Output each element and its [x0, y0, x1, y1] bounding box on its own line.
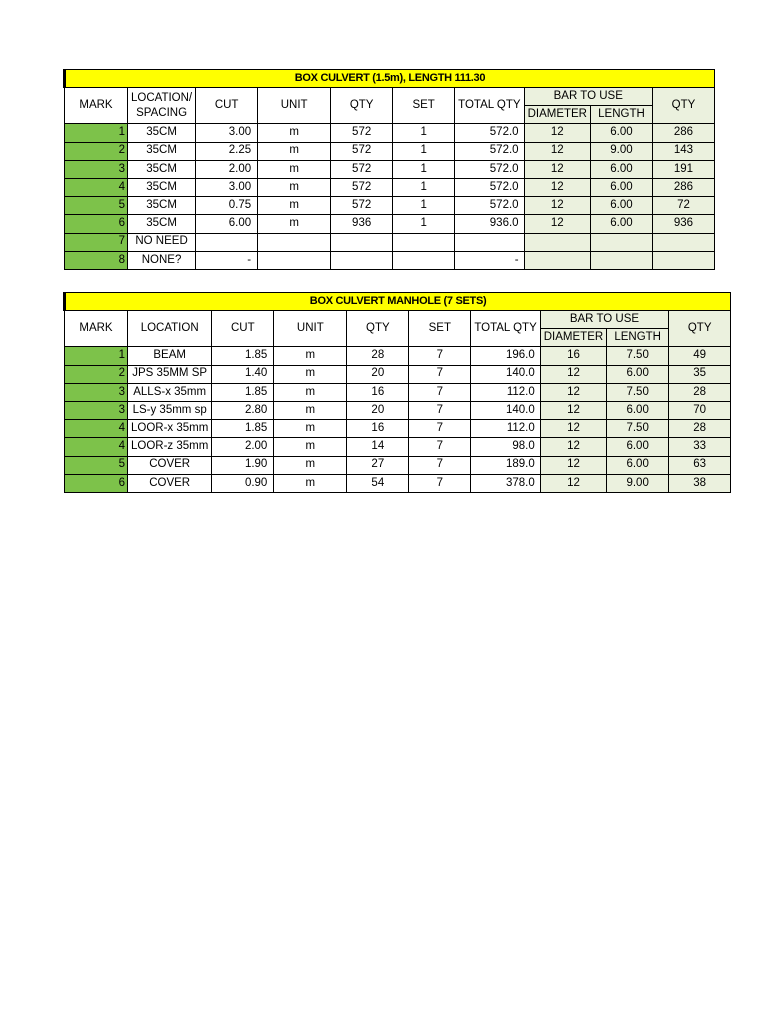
mark-cell: 2 — [65, 142, 128, 160]
qty-cell: 572 — [331, 142, 393, 160]
bar-qty-cell: 38 — [669, 474, 731, 492]
table-title: BOX CULVERT MANHOLE (7 SETS) — [65, 293, 731, 311]
unit-cell: m — [258, 178, 331, 196]
length-cell: 9.00 — [607, 474, 669, 492]
qty-header: QTY — [331, 88, 393, 124]
location-cell: 35CM — [128, 160, 196, 178]
box-culvert-manhole-table — [63, 292, 731, 493]
qty-cell: 16 — [347, 383, 409, 401]
set-header: SET — [409, 311, 471, 347]
cut-cell: 0.90 — [212, 474, 274, 492]
table-row — [65, 401, 731, 419]
set-cell: 1 — [393, 124, 455, 142]
bar-qty-cell: 143 — [652, 142, 714, 160]
total-qty-cell: 140.0 — [471, 401, 540, 419]
total-qty-cell: 112.0 — [471, 420, 540, 438]
mark-cell: 3 — [65, 160, 128, 178]
total-qty-cell: 189.0 — [471, 456, 540, 474]
set-cell: 1 — [393, 142, 455, 160]
qty-cell: 572 — [331, 124, 393, 142]
bar-qty-cell: 70 — [669, 401, 731, 419]
set-cell: 7 — [409, 401, 471, 419]
qty-cell: 572 — [331, 160, 393, 178]
cut-cell: 2.00 — [212, 438, 274, 456]
total-qty-cell: 572.0 — [455, 124, 524, 142]
location-cell: 35CM — [128, 142, 196, 160]
bar-qty-cell: 286 — [652, 178, 714, 196]
bar-qty-cell: 33 — [669, 438, 731, 456]
location-header-line1: LOCATION/ — [131, 92, 193, 105]
unit-cell: m — [274, 438, 347, 456]
bar-qty-cell — [652, 233, 714, 251]
length-header: LENGTH — [590, 106, 652, 124]
diameter-cell: 12 — [524, 197, 590, 215]
set-header: SET — [393, 88, 455, 124]
mark-header: MARK — [65, 311, 128, 347]
qty-cell: 28 — [347, 347, 409, 365]
set-cell: 1 — [393, 215, 455, 233]
location-cell: BEAM — [128, 347, 212, 365]
length-cell: 7.50 — [607, 420, 669, 438]
table-title: BOX CULVERT (1.5m), LENGTH 111.30 — [65, 70, 715, 88]
diameter-cell: 12 — [540, 456, 606, 474]
location-cell: ALLS-x 35mm — [128, 383, 212, 401]
set-cell: 7 — [409, 438, 471, 456]
table-row — [65, 215, 715, 233]
total-qty-cell: 572.0 — [455, 178, 524, 196]
unit-cell: m — [258, 142, 331, 160]
diameter-cell: 12 — [524, 124, 590, 142]
diameter-header: DIAMETER — [524, 106, 590, 124]
unit-cell: m — [274, 456, 347, 474]
cut-cell: 3.00 — [196, 124, 258, 142]
diameter-cell: 12 — [524, 215, 590, 233]
cut-cell — [196, 233, 258, 251]
bar-qty-cell: 28 — [669, 420, 731, 438]
diameter-cell: 12 — [540, 401, 606, 419]
unit-cell: m — [274, 401, 347, 419]
set-cell: 7 — [409, 420, 471, 438]
mark-cell: 3 — [65, 383, 128, 401]
set-cell: 1 — [393, 160, 455, 178]
set-cell: 7 — [409, 347, 471, 365]
unit-header: UNIT — [258, 88, 331, 124]
mark-cell: 7 — [65, 233, 128, 251]
diameter-cell: 12 — [540, 438, 606, 456]
table-row — [65, 383, 731, 401]
length-cell: 7.50 — [607, 347, 669, 365]
bar-qty-cell: 191 — [652, 160, 714, 178]
mark-cell: 6 — [65, 215, 128, 233]
diameter-cell: 12 — [524, 142, 590, 160]
table-row — [65, 233, 715, 251]
set-cell: 7 — [409, 474, 471, 492]
qty-cell: 20 — [347, 401, 409, 419]
table-row — [65, 160, 715, 178]
qty-cell: 572 — [331, 178, 393, 196]
bar-qty-header: QTY — [652, 88, 714, 124]
mark-cell: 1 — [65, 347, 128, 365]
unit-cell: m — [258, 124, 331, 142]
qty-cell: 27 — [347, 456, 409, 474]
set-cell — [393, 233, 455, 251]
unit-cell — [258, 233, 331, 251]
bar-to-use-header: BAR TO USE — [524, 88, 652, 106]
mark-header: MARK — [65, 88, 128, 124]
location-cell: LS-y 35mm sp — [128, 401, 212, 419]
diameter-header: DIAMETER — [540, 329, 606, 347]
total-qty-header: TOTAL QTY — [455, 88, 524, 124]
location-spacing-header — [128, 88, 196, 124]
cut-cell: 0.75 — [196, 197, 258, 215]
table-row — [65, 456, 731, 474]
total-qty-cell: 936.0 — [455, 215, 524, 233]
location-cell: JPS 35MM SP — [128, 365, 212, 383]
set-cell: 7 — [409, 383, 471, 401]
unit-header: UNIT — [274, 311, 347, 347]
bar-qty-cell: 28 — [669, 383, 731, 401]
total-qty-cell: 572.0 — [455, 160, 524, 178]
bar-qty-cell: 63 — [669, 456, 731, 474]
mark-cell: 4 — [65, 438, 128, 456]
bar-qty-cell: 72 — [652, 197, 714, 215]
set-cell: 1 — [393, 197, 455, 215]
cut-cell: 1.85 — [212, 347, 274, 365]
mark-cell: 2 — [65, 365, 128, 383]
length-cell: 6.00 — [607, 438, 669, 456]
qty-cell: 54 — [347, 474, 409, 492]
bar-to-use-header: BAR TO USE — [540, 311, 668, 329]
cut-cell: 1.40 — [212, 365, 274, 383]
location-cell: LOOR-x 35mm — [128, 420, 212, 438]
table-row — [65, 365, 731, 383]
cut-cell: 2.00 — [196, 160, 258, 178]
mark-cell: 3 — [65, 401, 128, 419]
unit-cell: m — [258, 197, 331, 215]
total-qty-cell: 196.0 — [471, 347, 540, 365]
location-cell: LOOR-z 35mm — [128, 438, 212, 456]
length-header: LENGTH — [607, 329, 669, 347]
length-cell — [590, 251, 652, 269]
unit-cell: m — [274, 365, 347, 383]
bar-qty-cell: 35 — [669, 365, 731, 383]
mark-cell: 5 — [65, 197, 128, 215]
length-cell: 6.00 — [607, 365, 669, 383]
cut-cell: 2.25 — [196, 142, 258, 160]
diameter-cell: 12 — [540, 420, 606, 438]
bar-qty-cell: 49 — [669, 347, 731, 365]
mark-cell: 5 — [65, 456, 128, 474]
cut-cell: 1.85 — [212, 420, 274, 438]
cut-cell: 6.00 — [196, 215, 258, 233]
total-qty-cell: 98.0 — [471, 438, 540, 456]
diameter-cell: 12 — [524, 178, 590, 196]
bar-qty-cell: 286 — [652, 124, 714, 142]
bar-qty-cell: 936 — [652, 215, 714, 233]
cut-cell: 1.90 — [212, 456, 274, 474]
table-row — [65, 438, 731, 456]
qty-cell — [331, 233, 393, 251]
qty-cell: 16 — [347, 420, 409, 438]
bar-qty-cell — [652, 251, 714, 269]
unit-cell: m — [258, 215, 331, 233]
total-qty-cell: 572.0 — [455, 142, 524, 160]
unit-cell: m — [274, 420, 347, 438]
length-cell: 6.00 — [607, 401, 669, 419]
bar-qty-header: QTY — [669, 311, 731, 347]
cut-header: CUT — [212, 311, 274, 347]
qty-cell: 572 — [331, 197, 393, 215]
location-header: LOCATION — [128, 311, 212, 347]
diameter-cell — [524, 233, 590, 251]
total-qty-cell: 140.0 — [471, 365, 540, 383]
set-cell: 7 — [409, 365, 471, 383]
length-cell: 7.50 — [607, 383, 669, 401]
table-row — [65, 197, 715, 215]
cut-cell: - — [196, 251, 258, 269]
table-row — [65, 142, 715, 160]
cut-cell: 3.00 — [196, 178, 258, 196]
total-qty-cell: 378.0 — [471, 474, 540, 492]
length-cell: 6.00 — [607, 456, 669, 474]
location-cell: NO NEED — [128, 233, 196, 251]
cut-cell: 1.85 — [212, 383, 274, 401]
location-cell: 35CM — [128, 178, 196, 196]
length-cell — [590, 233, 652, 251]
box-culvert-table — [63, 69, 715, 270]
total-qty-header: TOTAL QTY — [471, 311, 540, 347]
mark-cell: 1 — [65, 124, 128, 142]
table-row — [65, 178, 715, 196]
table-row — [65, 124, 715, 142]
unit-cell — [258, 251, 331, 269]
total-qty-cell — [455, 233, 524, 251]
location-cell: NONE? — [128, 251, 196, 269]
location-cell: COVER — [128, 456, 212, 474]
mark-cell: 8 — [65, 251, 128, 269]
unit-cell: m — [274, 347, 347, 365]
qty-cell: 14 — [347, 438, 409, 456]
table-row — [65, 251, 715, 269]
diameter-cell: 12 — [540, 474, 606, 492]
diameter-cell: 12 — [540, 365, 606, 383]
location-header-line2: SPACING — [136, 106, 188, 119]
unit-cell: m — [274, 383, 347, 401]
qty-cell: 936 — [331, 215, 393, 233]
table-row — [65, 420, 731, 438]
cut-cell: 2.80 — [212, 401, 274, 419]
length-cell: 6.00 — [590, 124, 652, 142]
set-cell — [393, 251, 455, 269]
table-row — [65, 474, 731, 492]
length-cell: 6.00 — [590, 160, 652, 178]
diameter-cell — [524, 251, 590, 269]
qty-header: QTY — [347, 311, 409, 347]
length-cell: 9.00 — [590, 142, 652, 160]
total-qty-cell: 572.0 — [455, 197, 524, 215]
cut-header: CUT — [196, 88, 258, 124]
table-row — [65, 347, 731, 365]
location-cell: 35CM — [128, 197, 196, 215]
qty-cell: 20 — [347, 365, 409, 383]
set-cell: 1 — [393, 178, 455, 196]
unit-cell: m — [274, 474, 347, 492]
location-cell: COVER — [128, 474, 212, 492]
length-cell: 6.00 — [590, 197, 652, 215]
total-qty-cell: - — [455, 251, 524, 269]
location-cell: 35CM — [128, 215, 196, 233]
diameter-cell: 12 — [524, 160, 590, 178]
location-cell: 35CM — [128, 124, 196, 142]
set-cell: 7 — [409, 456, 471, 474]
mark-cell: 4 — [65, 420, 128, 438]
length-cell: 6.00 — [590, 215, 652, 233]
mark-cell: 4 — [65, 178, 128, 196]
length-cell: 6.00 — [590, 178, 652, 196]
diameter-cell: 12 — [540, 383, 606, 401]
qty-cell — [331, 251, 393, 269]
unit-cell: m — [258, 160, 331, 178]
mark-cell: 6 — [65, 474, 128, 492]
total-qty-cell: 112.0 — [471, 383, 540, 401]
diameter-cell: 16 — [540, 347, 606, 365]
